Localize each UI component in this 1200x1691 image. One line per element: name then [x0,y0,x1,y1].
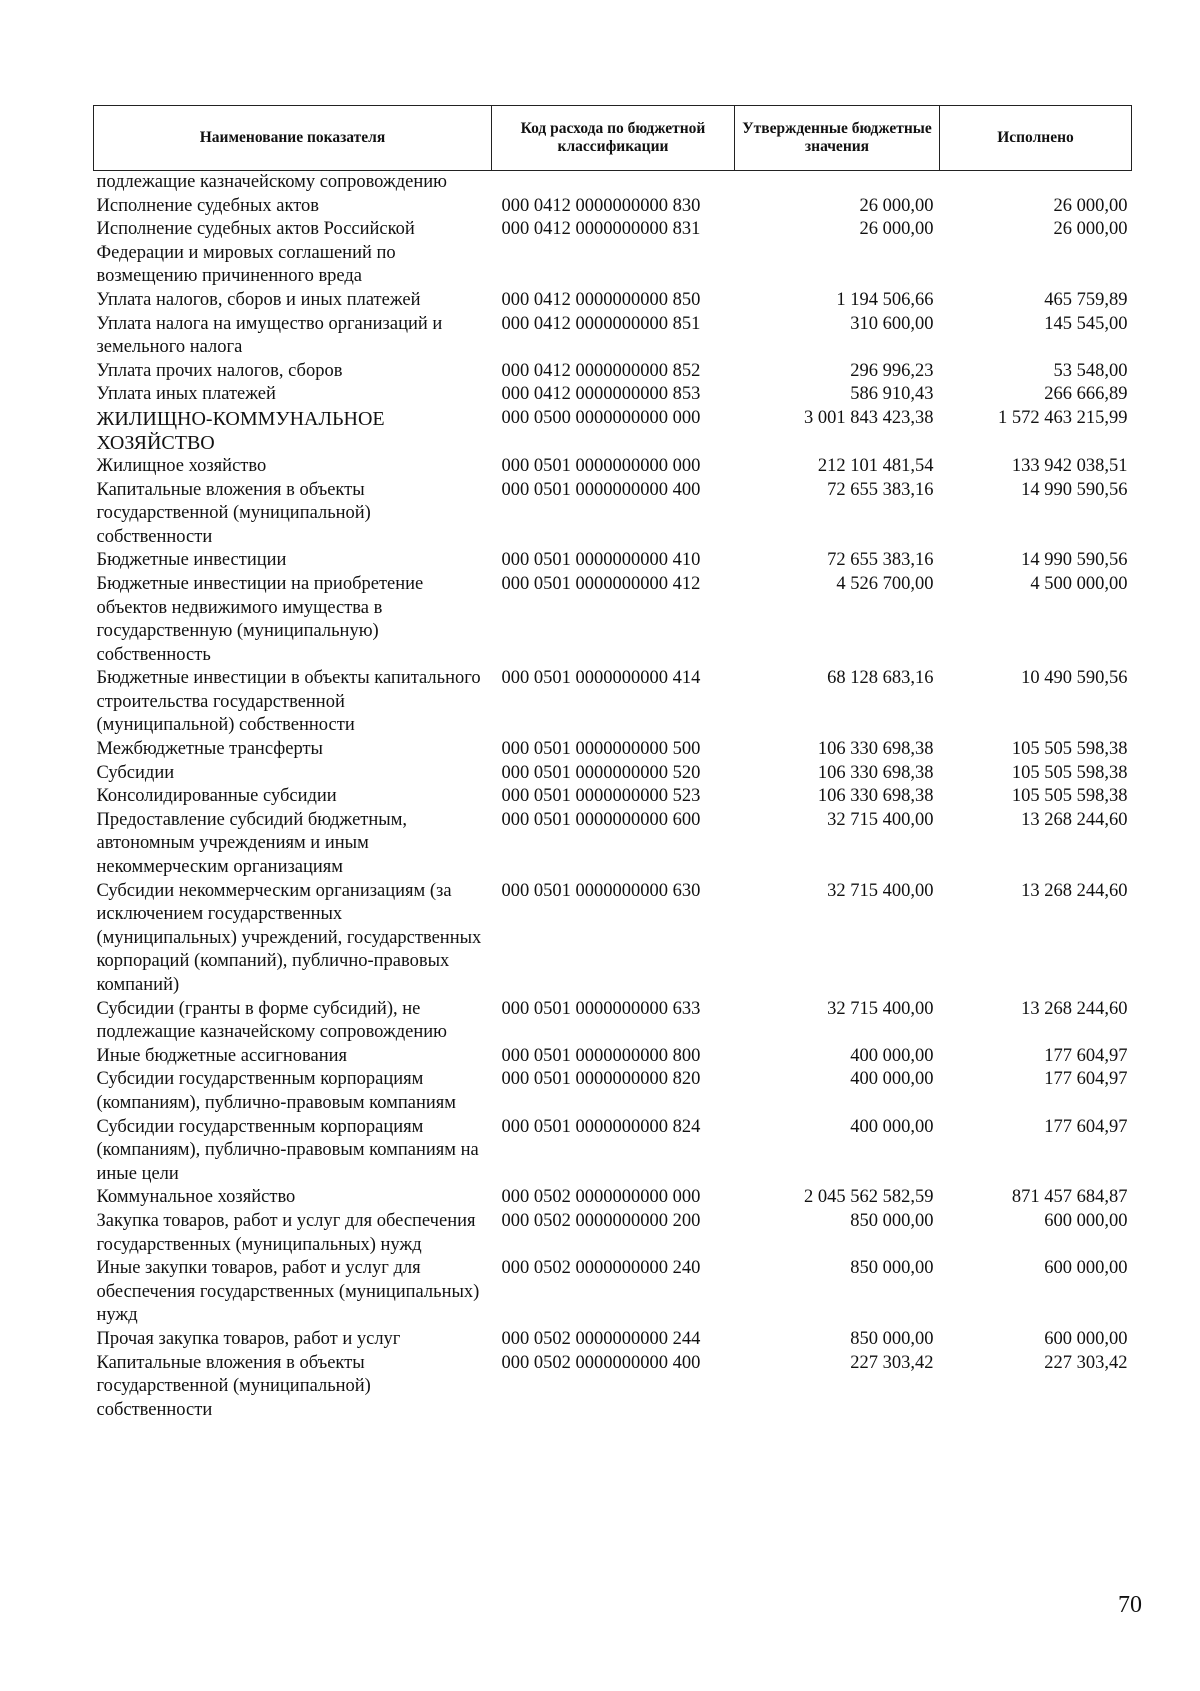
row-approved: 400 000,00 [850,1045,934,1066]
row-executed: 177 604,97 [1044,1069,1128,1090]
row-executed: 177 604,97 [1044,1045,1128,1066]
row-approved: 32 715 400,00 [827,880,934,901]
row-name: Уплата прочих налогов, сборов [96,360,343,381]
row-executed: 266 666,89 [1044,384,1128,405]
row-code: 000 0412 0000000000 850 [501,289,701,310]
row-approved: 106 330 698,38 [817,786,934,807]
row-approved: 310 600,00 [850,313,934,334]
row-approved [735,171,940,195]
row-name: Субсидии государственным корпорациям (компаниям), публично-правовым компаниям [96,1069,456,1113]
row-code: 000 0501 0000000000 000 [501,455,701,476]
row-code: 000 0502 0000000000 200 [501,1210,701,1231]
row-name: Уплата налога на имущество организаций и земельного налога [96,313,443,358]
row-approved: 72 655 383,16 [827,479,934,500]
row-approved: 4 526 700,00 [836,573,934,594]
row-approved: 1 194 506,66 [836,289,934,310]
row-approved: 227 303,42 [850,1352,934,1373]
row-executed: 13 268 244,60 [1021,880,1128,901]
row-executed: 871 457 684,87 [1011,1187,1128,1208]
table-row [94,171,1132,195]
table-row [94,1068,1132,1115]
row-name: Бюджетные инвестиции на приобретение объектов недвижимого имущества в государственную (муниципальную) собственность [96,573,424,665]
row-name: Субсидии некоммерческим организациям (за исключением государственных (муниципальных) учреждений, государственных корпораций (компаний), публично-правовых компаний) [96,880,482,995]
row-code: 000 0501 0000000000 824 [501,1116,701,1137]
row-executed: 26 000,00 [1053,219,1128,240]
row-name: Уплата налогов, сборов и иных платежей [96,289,421,310]
row-code: 000 0500 0000000000 000 [501,407,701,428]
table-row [94,1045,1132,1069]
row-approved: 400 000,00 [850,1116,934,1137]
row-name: Иные закупки товаров, работ и услуг для обеспечения государственных (муниципальных) нужд [96,1258,480,1326]
row-executed: 26 000,00 [1053,195,1128,216]
row-code: 000 0412 0000000000 852 [501,360,701,381]
row-executed: 105 505 598,38 [1011,762,1128,783]
table-row [94,218,1132,289]
row-executed: 4 500 000,00 [1030,573,1128,594]
row-code: 000 0501 0000000000 630 [501,880,701,901]
row-code: 000 0501 0000000000 523 [501,786,701,807]
row-code: 000 0501 0000000000 412 [501,573,701,594]
row-code [492,171,735,195]
row-executed: 177 604,97 [1044,1116,1128,1137]
row-executed: 145 545,00 [1044,313,1128,334]
table-row [94,667,1132,738]
row-name: Бюджетные инвестиции [96,550,287,571]
header-expense-code: Код расхода по бюджетной классификации [492,106,735,171]
row-name: Иные бюджетные ассигнования [96,1045,348,1066]
row-code: 000 0502 0000000000 000 [501,1187,701,1208]
table-row [94,1352,1132,1423]
row-approved: 850 000,00 [850,1210,934,1231]
table-row [94,313,1132,360]
row-code: 000 0501 0000000000 410 [501,550,701,571]
row-code: 000 0412 0000000000 830 [501,195,701,216]
table-row [94,880,1132,998]
row-approved: 2 045 562 582,59 [804,1187,934,1208]
row-name: ЖИЛИЩНО-КОММУНАЛЬНОЕ ХОЗЯЙСТВО [96,407,385,454]
row-name: Межбюджетные трансферты [96,739,323,760]
row-code: 000 0502 0000000000 240 [501,1258,701,1279]
row-executed: 10 490 590,56 [1021,668,1128,689]
header-indicator-name: Наименование показателя [94,106,492,171]
table-row [94,455,1132,479]
table-row [94,1328,1132,1352]
row-name: Прочая закупка товаров, работ и услуг [96,1328,401,1349]
row-approved: 72 655 383,16 [827,550,934,571]
row-executed: 105 505 598,38 [1011,786,1128,807]
table-row [94,573,1132,667]
row-name: Исполнение судебных актов [96,195,320,216]
row-executed [940,171,1132,195]
row-approved: 26 000,00 [859,195,934,216]
row-executed: 600 000,00 [1044,1210,1128,1231]
table-row [94,1257,1132,1328]
row-executed: 133 942 038,51 [1011,455,1128,476]
table-row [94,360,1132,384]
row-name: Субсидии государственным корпорациям (компаниям), публично-правовым компаниям на иные цели [96,1116,479,1184]
table-row [94,1116,1132,1187]
row-name: Консолидированные субсидии [96,786,337,807]
table-row [94,1186,1132,1210]
row-name: Исполнение судебных актов Российской Федерации и мировых соглашений по возмещению причиненного вреда [96,219,415,287]
row-approved: 400 000,00 [850,1069,934,1090]
row-approved: 850 000,00 [850,1258,934,1279]
row-name: Капитальные вложения в объекты государственной (муниципальной) собственности [96,1352,371,1420]
table-body [94,171,1132,1423]
row-code: 000 0501 0000000000 520 [501,762,701,783]
table-row [94,479,1132,550]
row-executed: 13 268 244,60 [1021,998,1128,1019]
row-approved: 106 330 698,38 [817,739,934,760]
table-row [94,809,1132,880]
row-approved: 3 001 843 423,38 [804,407,934,428]
row-code: 000 0501 0000000000 800 [501,1045,701,1066]
row-approved: 32 715 400,00 [827,809,934,830]
row-code: 000 0501 0000000000 633 [501,998,701,1019]
row-code: 000 0501 0000000000 414 [501,668,701,689]
row-approved: 296 996,23 [850,360,934,381]
row-code: 000 0501 0000000000 400 [501,479,701,500]
table-row [94,195,1132,219]
row-code: 000 0501 0000000000 820 [501,1069,701,1090]
row-code: 000 0412 0000000000 853 [501,384,701,405]
table-row [94,785,1132,809]
row-code: 000 0412 0000000000 831 [501,219,701,240]
row-code: 000 0502 0000000000 400 [501,1352,701,1373]
header-executed: Исполнено [940,106,1132,171]
budget-execution-table [93,105,1132,1422]
row-executed: 14 990 590,56 [1021,550,1128,571]
row-executed: 227 303,42 [1044,1352,1128,1373]
row-name: Бюджетные инвестиции в объекты капитального строительства государственной (муниципальной) собственности [96,668,481,736]
table-row [94,407,1132,455]
table-row [94,383,1132,407]
row-approved: 586 910,43 [850,384,934,405]
row-executed: 53 548,00 [1053,360,1128,381]
table-row [94,549,1132,573]
row-executed: 600 000,00 [1044,1328,1128,1349]
table-row [94,289,1132,313]
row-name: подлежащие казначейскому сопровождению [96,172,447,192]
row-executed: 105 505 598,38 [1011,739,1128,760]
row-executed: 13 268 244,60 [1021,809,1128,830]
row-approved: 850 000,00 [850,1328,934,1349]
budget-report-page [93,105,1131,1422]
row-approved: 68 128 683,16 [827,668,934,689]
row-name: Субсидии [96,762,175,783]
row-code: 000 0412 0000000000 851 [501,313,701,334]
table-row [94,1210,1132,1257]
table-row [94,998,1132,1045]
row-approved: 32 715 400,00 [827,998,934,1019]
row-code: 000 0502 0000000000 244 [501,1328,701,1349]
header-approved-values: Утвержденные бюджетные значения [735,106,940,171]
row-executed: 465 759,89 [1044,289,1128,310]
table-row [94,762,1132,786]
row-approved: 106 330 698,38 [817,762,934,783]
table-header-row [94,106,1132,171]
row-executed: 1 572 463 215,99 [998,407,1128,428]
page-number: 70 [1118,1592,1142,1618]
row-name: Капитальные вложения в объекты государственной (муниципальной) собственности [96,479,371,547]
row-code: 000 0501 0000000000 600 [501,809,701,830]
row-name: Уплата иных платежей [96,384,276,405]
table-row [94,738,1132,762]
row-executed: 600 000,00 [1044,1258,1128,1279]
row-approved: 26 000,00 [859,219,934,240]
row-name: Предоставление субсидий бюджетным, автономным учреждениям и иным некоммерческим организациям [96,809,408,878]
row-name: Закупка товаров, работ и услуг для обеспечения государственных (муниципальных) нужд [96,1210,476,1255]
row-name: Жилищное хозяйство [96,455,267,476]
row-executed: 14 990 590,56 [1021,479,1128,500]
row-name: Коммунальное хозяйство [96,1187,296,1208]
row-name: Субсидии (гранты в форме субсидий), не подлежащие казначейскому сопровождению [96,998,447,1043]
row-approved: 212 101 481,54 [817,455,934,476]
row-code: 000 0501 0000000000 500 [501,739,701,760]
